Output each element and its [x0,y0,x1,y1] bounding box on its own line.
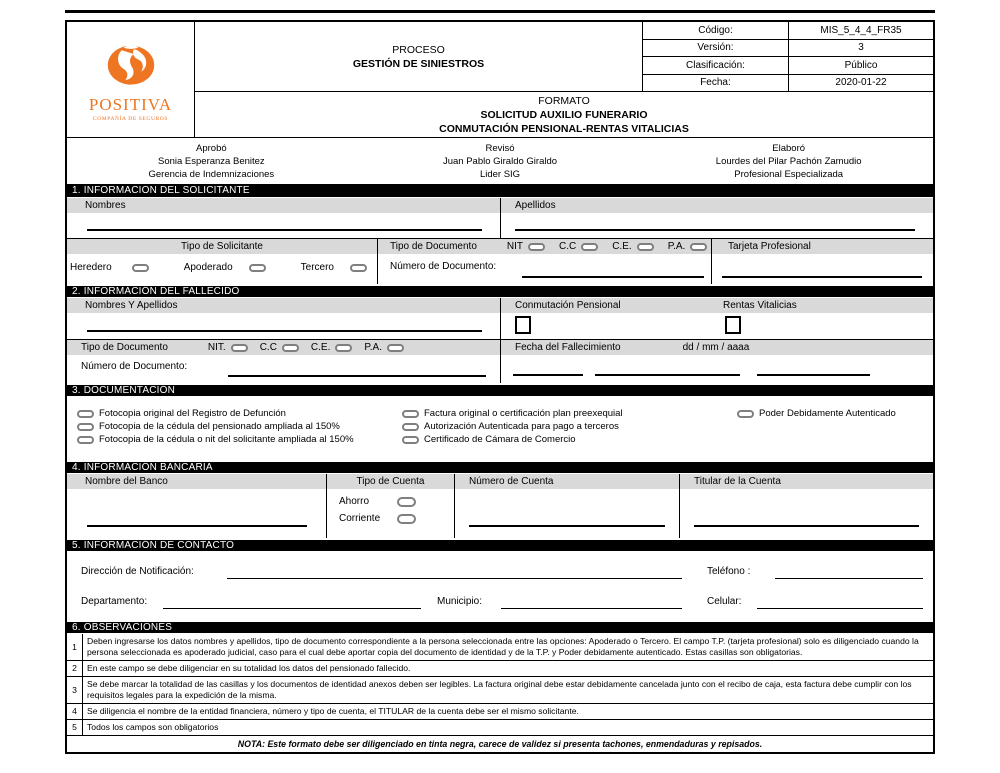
section5-header: 5. INFORMACIÓN DE CONTACTO [67,538,933,552]
fallecido-tipo-doc-cell [67,340,501,383]
option-ce [612,241,653,252]
ahorro-checkbox[interactable] [397,497,416,507]
option-ahorro [339,496,454,507]
aprobo-title: Gerencia de Indemnizaciones [148,168,275,180]
fecha-fallecimiento-cell [501,340,933,383]
obs-5-num: 5 [67,720,83,735]
doc-item-camara-comercio [402,434,623,445]
apoderado-checkbox[interactable] [249,264,266,272]
clasificacion-label: Clasificación: [643,57,789,74]
titular-field[interactable] [694,525,919,527]
bank-info-table [67,474,933,538]
obs-2-num: 2 [67,661,83,676]
departamento-label: Departamento: [81,596,148,607]
poder-checkbox[interactable] [737,410,754,418]
format-title-2: CONMUTACIÓN PENSIONAL-RENTAS VITALICIAS [439,122,689,135]
doc-item-autorizacion [402,421,623,432]
section2-header: 2. INFORMACIÓN DEL FALLECIDO [67,284,933,298]
autorizacion-checkbox[interactable] [402,423,419,431]
observation-row-2 [67,661,933,677]
telefono-field[interactable] [775,578,923,579]
nombres-field[interactable] [87,229,482,231]
conmutacion-checkbox[interactable] [515,316,531,334]
celular-label: Celular: [707,596,742,607]
reviso-role: Revisó [485,142,515,154]
cc-fallecido-label: C.C [259,342,277,353]
section1-names-row [67,198,933,239]
factura-label: Factura original o certificación plan preexequial [424,408,623,419]
positiva-bird-logo-icon [103,41,159,93]
aprobo-name: Sonia Esperanza Benitez [157,155,265,167]
tipo-solicitante-label: Tipo de Solicitante [67,239,377,254]
tipo-cuenta-cell [327,474,455,538]
fallecido-numero-doc-label: Número de Documento: [81,361,188,372]
form-header [67,22,933,137]
doc-item-registro-defuncion [77,408,354,419]
elaboro-title: Profesional Especializada [734,168,844,180]
brand-name: POSITIVA [88,95,173,114]
ce-fallecido-checkbox[interactable] [335,344,352,352]
heredero-checkbox[interactable] [132,264,149,272]
fecha-mm-field[interactable] [595,374,740,376]
titular-cell [680,474,933,538]
registro-defuncion-checkbox[interactable] [77,410,94,418]
option-pa-fallecido [364,342,404,353]
corriente-label: Corriente [339,513,381,524]
direccion-field[interactable] [227,578,682,579]
nombres-cell [67,198,501,238]
option-ce-fallecido [311,342,352,353]
fecha-fallecimiento-label: Fecha del Fallecimiento [515,342,621,353]
cc-fallecido-checkbox[interactable] [282,344,299,352]
elaboro-role: Elaboró [772,142,806,154]
option-nit-fallecido [208,342,248,353]
tarjeta-profesional-field[interactable] [722,276,922,278]
reviso-name: Juan Pablo Giraldo Giraldo [442,155,558,167]
section1-type-row [67,239,933,284]
meta-row-clasificacion [643,57,933,75]
tipo-cuenta-label: Tipo de Cuenta [327,474,454,489]
tarjeta-profesional-label: Tarjeta Profesional [712,239,933,254]
banco-cell [67,474,327,538]
celular-field[interactable] [757,608,923,609]
contact-info [67,552,933,620]
codigo-label: Código: [643,22,789,39]
document-meta-table [643,22,933,92]
pa-fallecido-label: P.A. [364,342,382,353]
section2-doc-row [67,340,933,383]
option-cc-fallecido [260,342,299,353]
meta-row-codigo [643,22,933,40]
fecha-dd-field[interactable] [513,374,583,376]
tarjeta-profesional-cell [712,239,933,284]
tercero-checkbox[interactable] [350,264,367,272]
obs-2-text: En este campo se debe diligenciar en su totalidad los datos del pensionado fallecido. [87,663,411,673]
cedula-pensionado-checkbox[interactable] [77,423,94,431]
numero-cuenta-field[interactable] [469,525,665,527]
numero-documento-label: Número de Documento: [390,261,497,272]
fallecido-tipo-doc-label: Tipo de Documento [81,342,168,353]
fallecido-nombres-cell [67,298,501,339]
tercero-label: Tercero [300,262,334,273]
format-title-1: SOLICITUD AUXILIO FUNERARIO [480,108,648,121]
obs-4-num: 4 [67,704,83,719]
documentation-checklist [67,397,933,460]
codigo-value: MIS_5_4_4_FR35 [820,24,902,36]
ce-fallecido-label: C.E. [310,342,331,353]
obs-3-num: 3 [67,677,83,703]
section3-header: 3. DOCUMENTACIÓN [67,383,933,397]
pa-label: P.A. [667,241,686,252]
heredero-label: Heredero [70,262,112,273]
modalidad-cell [501,298,933,339]
format-title-cell [195,92,933,137]
factura-checkbox[interactable] [402,410,419,418]
process-cell [195,22,643,92]
observation-row-3 [67,677,933,704]
direccion-label: Dirección de Notificación: [81,566,194,577]
version-value: 3 [858,42,864,54]
version-label: Versión: [643,40,789,57]
rentas-label: Rentas Vitalicias [723,300,797,311]
option-apoderado [184,262,266,273]
cedula-solicitante-label: Fotocopia de la cédula o nit del solicitante ampliada al 150% [99,434,354,445]
approval-reviso [356,138,645,184]
apoderado-label: Apoderado [183,262,233,273]
banco-field[interactable] [87,525,307,527]
nit-fallecido-label: NIT. [207,342,226,353]
doc-col-1 [77,408,354,445]
ce-label: C.E. [612,241,632,252]
observation-row-1 [67,634,933,661]
section1-header: 1. INFORMACION DEL SOLICITANTE [67,184,933,198]
apellidos-label: Apellidos [501,198,933,213]
funeral-aid-request-form [65,20,935,754]
process-name: GESTIÓN DE SINIESTROS [352,57,485,70]
nit-checkbox[interactable] [528,243,545,251]
doc-item-poder [737,408,896,419]
obs-5-text: Todos los campos son obligatorios [87,722,219,732]
brand-tagline: COMPAÑÍA DE SEGUROS [92,116,169,122]
fecha-formato-hint: dd / mm / aaaa [682,342,750,353]
approvals-row [67,137,933,184]
fallecido-nombres-field[interactable] [87,330,482,332]
fecha-label: Fecha: [643,75,789,92]
option-pa [668,241,708,252]
tipo-documento-label: Tipo de Documento [390,241,477,252]
obs-3-text: Se debe marcar la totalidad de las casillas y los documentos de identidad anexos deben ser legibles. La factura original debe estar debidamente cancelada junto con el recibo de caja, esta factura debe cumplir con los requisitos legales para la expedición de la misma. [87,679,912,700]
clasificacion-value: Público [844,59,878,71]
aprobo-role: Aprobó [196,142,227,154]
poder-label: Poder Debidamente Autenticado [759,408,896,419]
option-corriente [339,513,454,524]
numero-cuenta-label: Número de Cuenta [455,474,679,489]
conmutacion-label: Conmutación Pensional [515,300,621,311]
approval-aprobo [67,138,356,184]
obs-1-text: Deben ingresarse los datos nombres y apellidos, tipo de documento correspondiente a la persona seleccionada entre las opciones: Apoderado o Tercero. El campo T.P. (tarjeta profesional) solo es diligenciado cuando la persona seleccionada es apoderado judicial, caso para el cual debe aportar copia del documento de identidad y de la T.P. y Poder debidamente autenticado. Estas casillas son obligatorias. [87,636,919,657]
nombres-label: Nombres [67,198,500,213]
observations-table [67,634,933,752]
doc-item-cedula-pensionado [77,421,354,432]
process-label: PROCESO [392,43,445,56]
registro-defuncion-label: Fotocopia original del Registro de Defunción [99,408,286,419]
cedula-pensionado-label: Fotocopia de la cédula del pensionado ampliada al 150% [99,421,340,432]
option-nit [507,241,545,252]
meta-row-fecha [643,75,933,92]
obs-4-text: Se diligencia el nombre de la entidad financiera, número y tipo de cuenta, el TITULAR de la cuenta debe ser el mismo solicitante. [87,706,579,716]
numero-documento-field[interactable] [522,276,704,278]
corriente-checkbox[interactable] [397,514,416,524]
pa-fallecido-checkbox[interactable] [387,344,404,352]
approval-elaboro [644,138,933,184]
departamento-field[interactable] [163,608,421,609]
apellidos-field[interactable] [515,229,915,231]
section4-header: 4. INFORMACIÓN BANCARIA [67,460,933,474]
section6-header: 6. OBSERVACIONES [67,620,933,634]
tipo-documento-solicitante-cell [378,239,712,284]
cc-checkbox[interactable] [581,243,598,251]
nit-label: NIT [506,241,524,252]
option-heredero [70,262,149,273]
municipio-field[interactable] [501,608,682,609]
doc-item-cedula-solicitante [77,434,354,445]
fecha-value: 2020-01-22 [835,77,887,89]
ahorro-label: Ahorro [339,496,370,507]
tipo-solicitante-cell [67,239,378,284]
observation-row-4 [67,704,933,720]
section2-names-row [67,298,933,340]
obs-1-num: 1 [67,634,83,660]
option-tercero [301,262,367,273]
logo-cell [67,22,195,137]
fecha-aaaa-field[interactable] [757,374,870,376]
observation-row-5 [67,720,933,736]
nota-footer: NOTA: Este formato debe ser diligenciado en tinta negra, carece de validez si presenta tachones, enmendaduras y repisados. [237,739,763,749]
autorizacion-label: Autorización Autenticada para pago a terceros [424,421,619,432]
camara-comercio-label: Certificado de Cámara de Comercio [424,434,576,445]
cedula-solicitante-checkbox[interactable] [77,436,94,444]
meta-row-version [643,40,933,58]
elaboro-name: Lourdes del Pilar Pachón Zamudio [715,155,862,167]
fallecido-numero-doc-field[interactable] [228,375,486,377]
reviso-title: Lider SIG [479,168,521,180]
ce-checkbox[interactable] [637,243,654,251]
apellidos-cell [501,198,933,238]
option-cc [559,241,598,252]
modalidad-band [501,298,933,313]
numero-cuenta-cell [455,474,680,538]
cc-label: C.C [559,241,577,252]
doc-item-factura [402,408,623,419]
top-rule [65,10,935,13]
nit-fallecido-checkbox[interactable] [231,344,248,352]
format-label: FORMATO [538,94,590,107]
rentas-checkbox[interactable] [725,316,741,334]
telefono-label: Teléfono : [707,566,751,577]
pa-checkbox[interactable] [690,243,707,251]
camara-comercio-checkbox[interactable] [402,436,419,444]
municipio-label: Municipio: [437,596,483,607]
fallecido-nombres-label: Nombres Y Apellidos [67,298,500,313]
titular-label: Titular de la Cuenta [680,474,933,489]
doc-col-2 [402,408,623,445]
banco-label: Nombre del Banco [67,474,326,489]
doc-col-3 [737,408,896,419]
